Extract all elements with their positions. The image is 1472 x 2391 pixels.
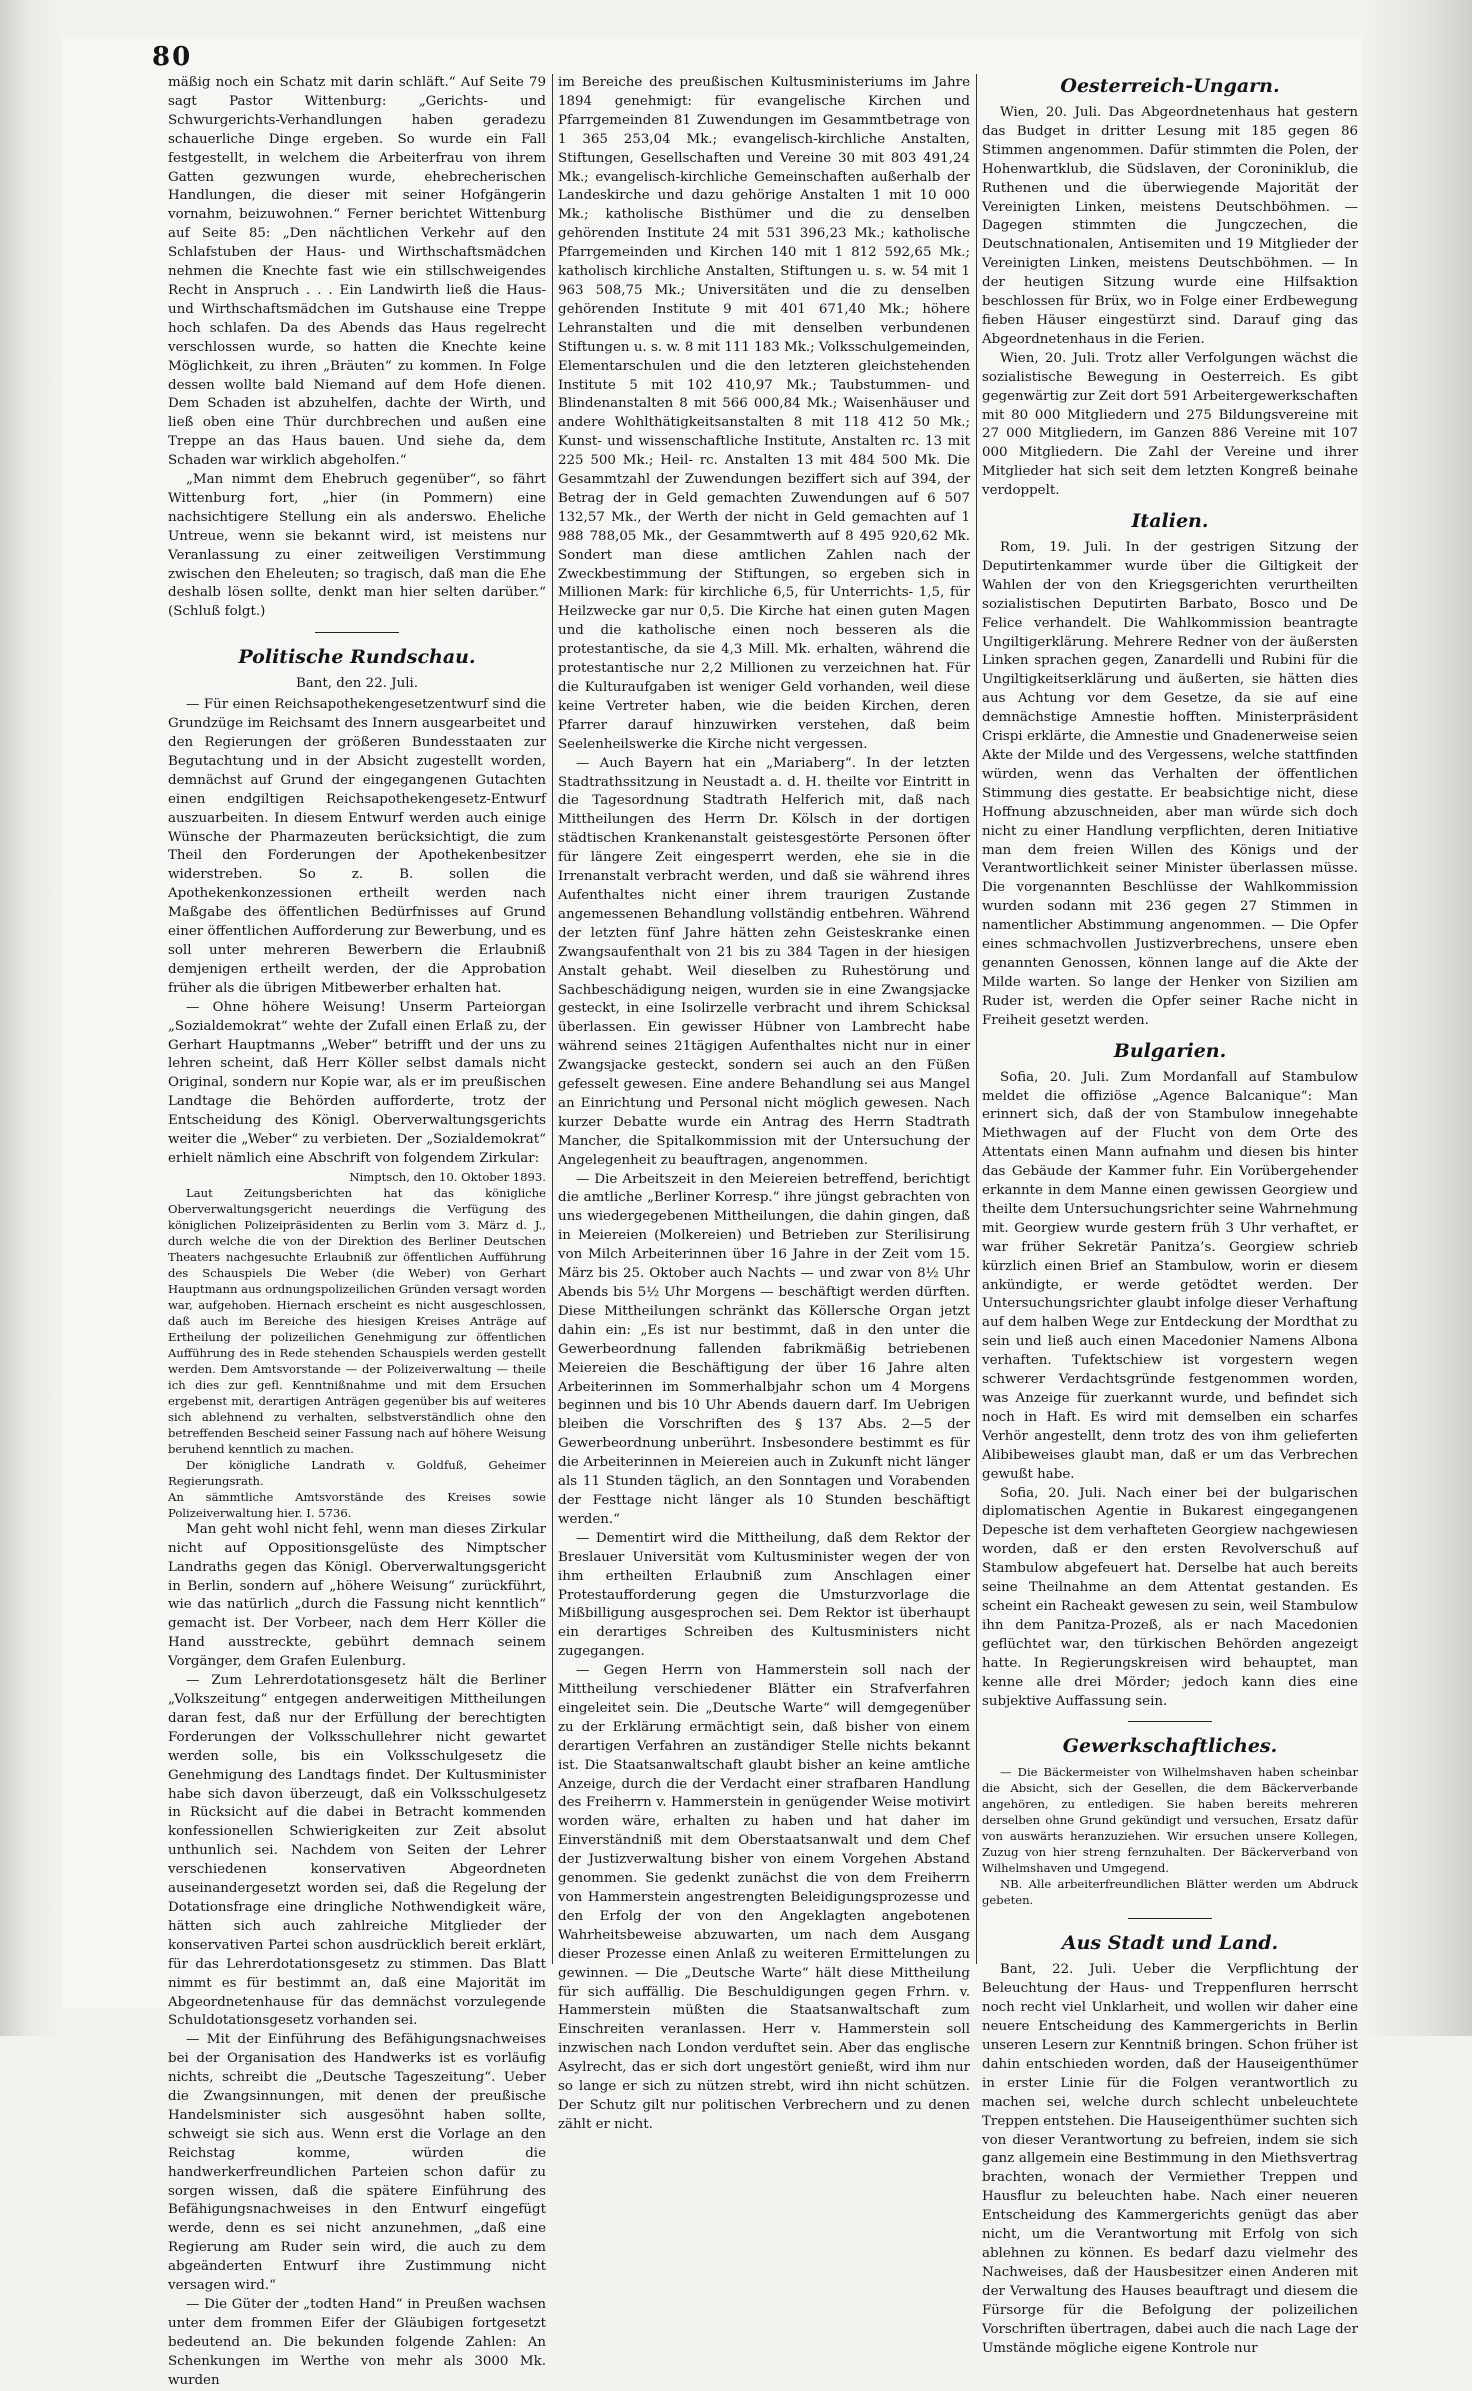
- circular-text: Laut Zeitungsberichten hat das königliche Oberverwaltungsgericht neuerdings die Verfügung des königlichen Polizeipräsidenten zu Berlin vom 3. März d. J., durch welche die von der Direktion des Berliner Deutschen Theaters nachgesuchte Erlaubniß zur öffentlichen Aufführung des Schauspiels Die Weber (die Weber) von Gerhart Hauptmann aus ordnungspolizeilichen Gründen versagt worden war, aufgehoben. Hiernach erscheint es nicht ausgeschlossen, daß auch im Bereiche des hiesigen Kreises Anträge auf Ertheilung der polizeilichen Genehmigung zur öffentlichen Aufführung des in Rede stehenden Schauspiels werden gestellt werden. Dem Amtsvorstande — der Polizeiverwaltung — theile ich dies zur gefl. Kenntnißnahme und mit dem Ersuchen ergebenst mit, derartigen Anträgen gegenüber bis auf weiteres sich ablehnend zu verhalten, selbstverständlich ohne den betreffenden Bescheid seiner Fassung nach auf höhere Weisung beruhend kenntlich zu machen.: [168, 1185, 546, 1456]
- page-right-margin: [1362, 0, 1472, 2036]
- column-rule-2: [976, 74, 977, 1964]
- article-text: — Für einen Reichsapothekengesetzentwurf sind die Grundzüge im Reichsamt des Innern ausgearbeitet und den Regierungen der größeren Bundesstaaten zur Begutachtung und in der Absicht zugestellt worden, demnächst auf Grund der eingegangenen Gutachten einen endgiltigen Reichsapothekengesetz-Entwurf auszuarbeiten. In diesem Entwurf werden auch einige Wünsche der Pharmazeuten berücksichtigt, die zum Theil den Forderungen der Apothekenbesitzer widerstreben. So z. B. sollen die Apothekenkonzessionen ertheilt werden nach Maßgabe des öffentlichen Bedürfnisses auf Grund einer öffentlichen Aufforderung zur Bewerbung, und es soll unter mehreren Bewerbern die Erlaubniß demjenigen ertheilt werden, der die Approbation früher als die übrigen Mitbewerber erhalten hat.: [168, 697, 546, 996]
- article-text: — Zum Lehrerdotationsgesetz hält die Berliner „Volkszeitung“ entgegen anderweitigen Mittheilungen daran fest, daß nur der Erfüllung der berechtigten Forderungen der Volksschullehrer nicht gewartet werden solle, bis ein Volksschulgesetz die Genehmigung des Landtags findet. Der Kultusminister habe sich davon überzeugt, daß ein Volksschulgesetz in Rücksicht auf die dabei in Betracht kommenden konfessionellen Schwierigkeiten zur Zeit absolut unthunlich sei. Nachdem von Seiten der Lehrer verschiedenen konservativen Abgeordneten auseinandergesetzt worden sei, daß die Regelung der Dotationsfrage eine dringliche Nothwendigkeit wäre, hätten sich auch zahlreiche Mitglieder der konservativen Partei schon ausdrücklich bereit erklärt, für das Lehrerdotationsgesetz zu stimmen. Das Blatt nimmt es für bestimmt an, daß eine Majorität im Abgeordnetenhause für das demnächst vorzulegende Schuldotationsgesetz vorhanden sei.: [168, 1673, 546, 2029]
- section-heading-aus-stadt-und-land: Aus Stadt und Land.: [1061, 1932, 1279, 1955]
- section-heading-oesterreich-ungarn: Oesterreich-Ungarn.: [1060, 75, 1280, 97]
- column-3: [982, 74, 1358, 2356]
- article-text: — Auch Bayern hat ein „Mariaberg“. In der letzten Stadtrathssitzung in Neustadt a. d. H. theilte vor Eintritt in die Tagesordnung Stadtrath Helferich mit, daß nach Mittheilungen des Herrn Dr. Kölsch in der dortigen städtischen Krankenanstalt geistesgestörte Personen öfter für längere Zeit eingesperrt werden, ehe sie in die Irrenanstalt verbracht werden, und daß sie während ihres Aufenthaltes nicht einer ihrem traurigen Zustande angemessenen Behandlung vollständig entbehren. Während der letzten fünf Jahre hätten zehn Geisteskranke einen Zwangsaufenthalt von 21 bis zu 384 Tagen in der hiesigen Anstalt gehabt. Weil dieselben zu Ruhestörung und Sachbeschädigung neigen, wurden sie in eine Zwangsjacke gesteckt, in eine Isolirzelle verbracht und ihrem Schicksal überlassen. Ein gewisser Hübner von Lambrecht habe während seines 21tägigen Aufenthaltes nicht nur in einer Zwangsjacke gesteckt, sondern sei auch an den Füßen gefesselt gewesen. Eine andere Behandlung sei aus Mangel an Einrichtung und Personal nicht möglich gewesen. Nach kurzer Debatte wurde ein Antrag des Herrn Stadtrath Mancher, die Spitalkommission mit der Untersuchung der Angelegenheit zu beauftragen, angenommen.: [558, 755, 970, 1168]
- separator-rule: [1128, 1918, 1212, 1919]
- article-text: — Mit der Einführung des Befähigungsnachweises bei der Organisation des Handwerks ist es vorläufig nichts, schreibt die „Deutsche Tageszeitung“. Ueber die Zwangsinnungen, mit denen der preußische Handelsminister sich ausgesöhnt haben sollte, schweigt sie sich aus. Wenn erst die Vorlage an den Reichstag komme, würden die handwerkerfreundlichen Parteien schon dafür zu sorgen wissen, daß die spätere Einführung des Befähigungsnachweises in den Entwurf eingefügt werde, denn es sei nicht anzunehmen, „daß eine Regierung am Ruder sein wird, die auch zu dem abgeänderten Entwurf ihre Zustimmung nicht versagen wird.“: [168, 2032, 546, 2294]
- article-text: Sofia, 20. Juli. Nach einer bei der bulgarischen diplomatischen Agentie in Bukarest eingegangenen Depesche ist dem verhafteten Georgiew nachgewiesen worden, daß er den ersten Revolverschuß auf Stambulow abgefeuert hat. Derselbe hat auch bereits seine Theilnahme an dem Attentat gestanden. Es scheint ein Racheakt gewesen zu sein, weil Stambulow ihn dem Panitza-Prozeß, als er nach Macedonien geflüchtet war, den türkischen Behörden angezeigt hatte. In Regierungskreisen wird behauptet, man kenne alle drei Mörder; jedoch kann dies eine subjektive Auffassung sein.: [982, 1485, 1358, 1709]
- article-text: — Die Güter der „todten Hand“ in Preußen wachsen unter dem frommen Eifer der Gläubigen fortgesetzt bedeutend an. Die bekunden folgende Zahlen: An Schenkungen im Werthe von mehr als 3000 Mk. wurden: [168, 2297, 546, 2388]
- page-number: 80: [152, 42, 193, 72]
- article-text: Bant, 22. Juli. Ueber die Verpflichtung der Beleuchtung der Haus- und Treppenfluren herrscht noch recht viel Unklarheit, und wollen wir daher eine neuere Entscheidung des Kammergerichts in Berlin unseren Lesern zur Kenntniß bringen. Schon früher ist dahin entschieden worden, daß der Hauseigenthümer in erster Linie für die Folgen verantwortlich zu machen sei, welche durch schlecht unbeleuchtete Treppen entstehen. Die Hauseigenthümer suchten sich von dieser Verantwortung zu befreien, indem sie sich ganz allgemein eine Bestimmung in den Miethsvertrag brachten, wonach der Vermiether Treppen und Hausflur zu beleuchten habe. Nach einer neueren Entscheidung des Kammergerichts genügt das aber nicht, um die Verantwortung mit Erfolg von sich ablehnen zu können. Es bedarf dazu vielmehr des Nachweises, daß der Hausbesitzer einen Anderen mit der Verwaltung des Hauses beauftragt und diesem die Fürsorge für die Befolgung der polizeilichen Vorschriften übertragen, dabei auch die nach Lage der Umstände mögliche eigene Kontrole nur: [982, 1962, 1358, 2356]
- circular-date: Nimptsch, den 10. Oktober 1893.: [349, 1169, 546, 1184]
- separator-rule: [315, 632, 399, 633]
- notice-note: NB. Alle arbeiterfreundlichen Blätter werden um Abdruck gebeten.: [982, 1877, 1358, 1908]
- section-heading-bulgarien: Bulgarien.: [1113, 1039, 1227, 1062]
- article-text: — Dementirt wird die Mittheilung, daß dem Rektor der Breslauer Universität vom Kultusminister wegen der von ihm ertheilten Erlaubniß zum Anschlagen einer Protestaufforderung gegen die Umsturzvorlage die Mißbilligung ausgesprochen sei. Dem Rektor ist überhaupt ein derartiges Schreiben des Kultusministers nicht zugegangen.: [558, 1530, 970, 1660]
- separator-rule: [1128, 1721, 1212, 1722]
- circular-recipients: An sämmtliche Amtsvorstände des Kreises sowie Polizeiverwaltung hier. I. 5736.: [168, 1489, 546, 1520]
- article-text: im Bereiche des preußischen Kultusministeriums im Jahre 1894 genehmigt: für evangelische Kirchen und Pfarrgemeinden 81 Zuwendungen im Gesammtbetrage von 1 365 253,04 Mk.; evangelisch-kirchliche Anstalten, Stiftungen, Gesellschaften und Vereine 30 mit 803 491,24 Mk.; evangelisch-kirchliche Gemeinschaften außerhalb der Landeskirche und dazu gehörige Anstalten 1 mit 10 000 Mk.; katholische Bisthümer und die zu denselben gehörenden Institute 24 mit 531 396,23 Mk.; katholische Pfarrgemeinden und Kirchen 140 mit 1 812 592,65 Mk.; katholisch kirchliche Anstalten, Stiftungen u. s. w. 54 mit 1 963 508,75 Mk.; Universitäten und die zu denselben gehörenden Institute 9 mit 401 671,40 Mk.; höhere Lehranstalten und die mit denselben verbundenen Stiftungen u. s. w. 8 mit 111 183 Mk.; Volksschulgemeinden, Elementarschulen und die den letzteren gleichstehenden Institute 5 mit 102 410,97 Mk.; Taubstummen- und Blindenanstalten 8 mit 566 000,84 Mk.; Waisenhäuser und andere Wohlthätigkeitsanstalten 8 mit 118 412 50 Mk.; Kunst- und wissenschaftliche Institute, Anstalten rc. 13 mit 225 500 Mk.; Heil- rc. Anstalten 13 mit 484 500 Mk. Die Gesammtzahl der Zuwendungen beziffert sich auf 394, der Betrag der in Geld gemachten Zuwendungen auf 6 507 132,57 Mk., der Werth der nicht in Geld gemachten auf 1 988 788,05 Mk., der Gesammtwerth auf 8 495 920,62 Mk. Sondert man diese amtlichen Zahlen nach der Zweckbestimmung der Stiftungen, so ergeben sich in Millionen Mark: für kirchliche 6,5, für Unterrichts- 1,5, für Heilzwecke gar nur 0,5. Die Kirche hat einen guten Magen und die katholische einen noch besseren als die protestantische, da sie 4,3 Mill. Mk. erhalten, während die protestantische nur 2,2 Millionen zu verzeichnen hat. Für die Kulturaufgaben ist weniger Geld vorhanden, weil diese keine Vertreter haben, wie die beiden Kirchen, deren Pfarrer darauf hinzuwirken verstehen, daß beim Seelenheilswerke die Kirche nicht vergessen.: [558, 75, 970, 752]
- column-1: [168, 74, 546, 2388]
- article-text: Wien, 20. Juli. Trotz aller Verfolgungen wächst die sozialistische Bewegung in Oesterreich. Es gibt gegenwärtig zur Zeit dort 591 Arbeitergewerkschaften mit 80 000 Mitgliedern und 275 Bildungsvereine mit 27 000 Mitgliedern, im Ganzen 886 Vereine mit 107 000 Mitgliedern. Die Zahl der Vereine und ihrer Mitglieder hat sich seit dem letzten Kongreß beinahe verdoppelt.: [982, 350, 1358, 499]
- article-text: Man geht wohl nicht fehl, wenn man dieses Zirkular nicht auf Oppositionsgelüste des Nimptscher Landraths gegen das Königl. Oberverwaltungsgericht in Berlin, sondern auf „höhere Weisung“ zurückführt, wie das natürlich „durch die Fassung nicht kenntlich“ gemacht ist. Der Vorbeer, nach dem Herr Köller die Hand ausstreckte, gebührt demnach seinem Vorgänger, dem Grafen Eulenburg.: [168, 1521, 546, 1670]
- notice-text: — Die Bäckermeister von Wilhelmshaven haben scheinbar die Absicht, sich der Gesellen, die dem Bäckerverbande angehören, zu entledigen. Sie haben bereits mehreren derselben ohne Grund gekündigt und versuchen, Ersatz dafür von auswärts heranzuziehen. Wir ersuchen unsere Kollegen, Zuzug von hier streng fernzuhalten. Der Bäckerverband von Wilhelmshaven und Umgegend.: [982, 1765, 1358, 1876]
- column-2: [558, 74, 970, 2132]
- article-text: „Man nimmt dem Ehebruch gegenüber“, so fährt Wittenburg fort, „hier (in Pommern) eine nachsichtigere Stellung ein als anderswo. Eheliche Untreue, wenn sie bekannt wird, ist meistens nur Veranlassung zu einer zeitweiligen Verstimmung zwischen den Eheleuten; so tragisch, daß man die Ehe deshalb lösen sollte, denkt man hier selten darüber.“ (Schluß folgt.): [168, 472, 546, 620]
- article-text: — Gegen Herrn von Hammerstein soll nach der Mittheilung verschiedener Blätter ein Strafverfahren eingeleitet sein. Die „Deutsche Warte“ will demgegenüber zu der Erklärung ermächtigt sein, daß bisher von einem derartigen Verfahren an zuständiger Stelle nichts bekannt ist. Die Staatsanwaltschaft glaubt bisher an keine amtliche Anzeige, durch die der Verdacht einer strafbaren Handlung des Freiherrn v. Hammerstein in genügender Weise motivirt worden wäre, erhalten zu haben und hat daher im Einverständniß mit dem Oberstaatsanwalt und dem Chef der Justizverwaltung bisher von einem Vorgehen Abstand genommen. Sie gedenkt zunächst die von dem Freiherrn von Hammerstein angestrengten Beleidigungsprozesse und den Erfolg der von den Angeklagten angebotenen Wahrheitsbeweise abzuwarten, um nach dem Ausgang dieser Prozesse einen Anlaß zu weiteren Ermittelungen zu gewinnen. — Die „Deutsche Warte“ hält diese Mittheilung für sich auffällig. Die Beschuldigungen gegen Frhrn. v. Hammerstein müßten die Staatsanwaltschaft zum Einschreiten veranlassen. Herr v. Hammerstein soll inzwischen nach London verduftet sein. Aber das englische Asylrecht, das er sich dort ungestört genießt, wird ihm nur so lange er sich zu nützen strebt, wird ihn nicht schützen. Der Schutz gilt nur politischen Verbrechern und zu denen zählt er nicht.: [558, 1663, 970, 2132]
- article-text: Rom, 19. Juli. In der gestrigen Sitzung der Deputirtenkammer wurde über die Giltigkeit der Wahlen der von den Kriegsgerichten verurtheilten sozialistischen Deputirten Barbato, Bosco und De Felice verhandelt. Die Wahlkommission beantragte Ungiltigerklärung. Mehrere Redner von der äußersten Linken sprachen gegen, Zanardelli und Rubini für die Ungiltigkeitserklärung und äußerten, sie hätten dies aus Achtung vor dem Gesetze, da sie auf eine demnächstige Amnestie hofften. Ministerpräsident Crispi erklärte, die Amnestie und Gnadenerweise seien Akte der Milde und des Vergessens, welche stattfinden würden, wenn das Verhalten der öffentlichen Stimmung dies gestatte. Er beabsichtige nicht, diese Hoffnung abzuschneiden, aber man würde sich doch nicht zu einer Handlung verpflichten, deren Initiative man dem freien Willen des Königs und der Verantwortlichkeit seiner Minister überlassen müsse. Die vorgenannten Beschlüsse der Wahlkommission wurden sodann mit 236 gegen 27 Stimmen in namentlicher Abstimmung angenommen. — Die Opfer eines schmachvollen Justizverbrechens, unsere eben genannten Genossen, können lange auf die Akte der Milde warten. So lange der Henker von Sizilien am Ruder ist, werden die Opfer seiner Rache nicht in Freiheit gesetzt werden.: [982, 540, 1358, 1028]
- circular-signature: Der königliche Landrath v. Goldfuß, Geheimer Regierungsrath.: [168, 1457, 546, 1488]
- article-text: Wien, 20. Juli. Das Abgeordnetenhaus hat gestern das Budget in dritter Lesung mit 185 gegen 86 Stimmen angenommen. Dafür stimmten die Polen, der Hohenwartklub, die Südslaven, der Coroniniklub, die Ruthenen und die überwiegende Majorität der Vereinigten Linken, meistens Deutschböhmen. — Dagegen stimmten die Jungczechen, die Deutschnationalen, Antisemiten und 19 Mitglieder der Vereinigten Linken, meistens Deutschböhmen. — In der heutigen Sitzung wurde eine Hilfsaktion beschlossen für Brüx, wo in Folge einer Erdbewegung fieben Häuser eingestürzt sind. Darauf ging das Abgeordnetenhaus in die Ferien.: [982, 105, 1358, 347]
- dateline: Bant, den 22. Juli.: [295, 676, 419, 692]
- article-text: mäßig noch ein Schatz mit darin schläft.“ Auf Seite 79 sagt Pastor Wittenburg: „Gerichts- und Schwurgerichts-Verhandlungen haben geradezu schauerliche Dinge ergeben. So wurde ein Fall festgestellt, in welchem die Arbeiterfrau von ihrem Gatten gezwungen wurde, ehebrecherischen Handlungen, die dieser mit seiner Hofgängerin vornahm, beizuwohnen.“ Ferner berichtet Wittenburg auf Seite 85: „Den nächtlichen Verkehr auf den Schlafstuben der Haus- und Wirthschaftsmädchen nehmen die Knechte fast wie ein stillschweigendes Recht in Anspruch . . . Ein Landwirth ließ die Haus- und Wirthschaftsmädchen im Gutshause eine Treppe hoch schlafen. Da des Abends das Haus regelrecht verschlossen wurde, so hatten die Knechte keine Möglichkeit, zu ihren „Bräuten“ zu kommen. In Folge dessen wollte bald Niemand auf dem Hofe dienen. Dem Schaden ist abzuhelfen, dachte der Wirth, und ließ oben eine Thür durchbrechen und außen eine Treppe an das Haus bauen. Und siehe da, dem Schaden war wirklich abgeholfen.“: [168, 75, 546, 469]
- article-text: — Ohne höhere Weisung! Unserm Parteiorgan „Sozialdemokrat“ wehte der Zufall einen Erlaß zu, der Gerhart Hauptmanns „Weber“ betrifft und der uns zu lehren scheint, daß Herr Köller selbst damals nicht Original, sondern nur Kopie war, als er im preußischen Landtage die Behörden aufforderte, trotz der Entscheidung des Königl. Oberverwaltungsgerichts weiter die „Weber“ zu verbieten. Der „Sozialdemokrat“ erhielt nämlich eine Abschrift von folgendem Zirkular:: [168, 999, 546, 1166]
- section-heading-gewerkschaftliches: Gewerkschaftliches.: [1062, 1735, 1278, 1758]
- section-heading-italien: Italien.: [1131, 510, 1209, 533]
- article-text: Sofia, 20. Juli. Zum Mordanfall auf Stambulow meldet die offiziöse „Agence Balcanique“: Man erinnert sich, daß der von Stambulow innegehabte Miethwagen auf der Flucht von dem Orte des Attentats einen Mann aufnahm und diesen bis hinter das Gebäude der Kammer fuhr. Ein Vorübergehender erkannte in dem Manne einen gewissen Georgiew und theilte dem Untersuchungsrichter seine Wahrnehmung mit. Georgiew wurde gestern früh 3 Uhr verhaftet, er war früher Sekretär Panitza’s. Georgiew schrieb kürzlich einen Brief an Stambulow, worin er diesem ankündigte, er werde getödtet werden. Der Untersuchungsrichter glaubt infolge dieser Verhaftung auf dem halben Wege zur Entdeckung der Mordthat zu sein und ließ auch einen Macedonier Namens Albona verhaften. Tufektschiew ist vorgestern wegen schwerer Verdachtsgründe festgenommen worden, was Anzeige für zuerkannt wurde, und befindet sich noch in Haft. Es wird mit demselben ein scharfes Verhör angestellt, denn trotz des von ihm gelieferten Alibibeweises glaubt man, daß er um das Verbrechen gewußt habe.: [982, 1069, 1358, 1482]
- article-text: — Die Arbeitszeit in den Meiereien betreffend, berichtigt die amtliche „Berliner Korresp.“ ihre jüngst gebrachten von uns wiedergegebenen Mittheilungen, die dahin gingen, daß in Meiereien (Molkereien) und Betrieben zur Sterilisirung von Milch Arbeiterinnen über 16 Jahre in der Zeit vom 15. März bis 25. Oktober auch Nachts — und zwar von 8½ Uhr Abends bis 5½ Uhr Morgens — beschäftigt werden dürften. Diese Mittheilungen schränkt das Köllersche Organ jetzt dahin ein: „Es ist nur bestimmt, daß in den unter die Gewerbeordnung fallenden fabrikmäßig betriebenen Meiereien die Beschäftigung der über 16 Jahre alten Arbeiterinnen im Sommerhalbjahr schon um 4 Morgens beginnen und bis 10 Uhr Abends dauern darf. Im Uebrigen bleiben die Vorschriften des § 137 Abs. 2—5 der Gewerbeordnung unberührt. Insbesondere bestimmt es für die Arbeiterinnen in Meiereien auch in Zukunft nicht länger als 11 Stunden täglich, an den Sonntagen und Vorabenden der Festtage nicht länger als 10 Stunden beschäftigt werden.“: [558, 1171, 970, 1527]
- column-rule-1: [552, 74, 553, 1964]
- section-heading-politische-rundschau: Politische Rundschau.: [238, 646, 476, 669]
- page-left-margin: [0, 0, 62, 2036]
